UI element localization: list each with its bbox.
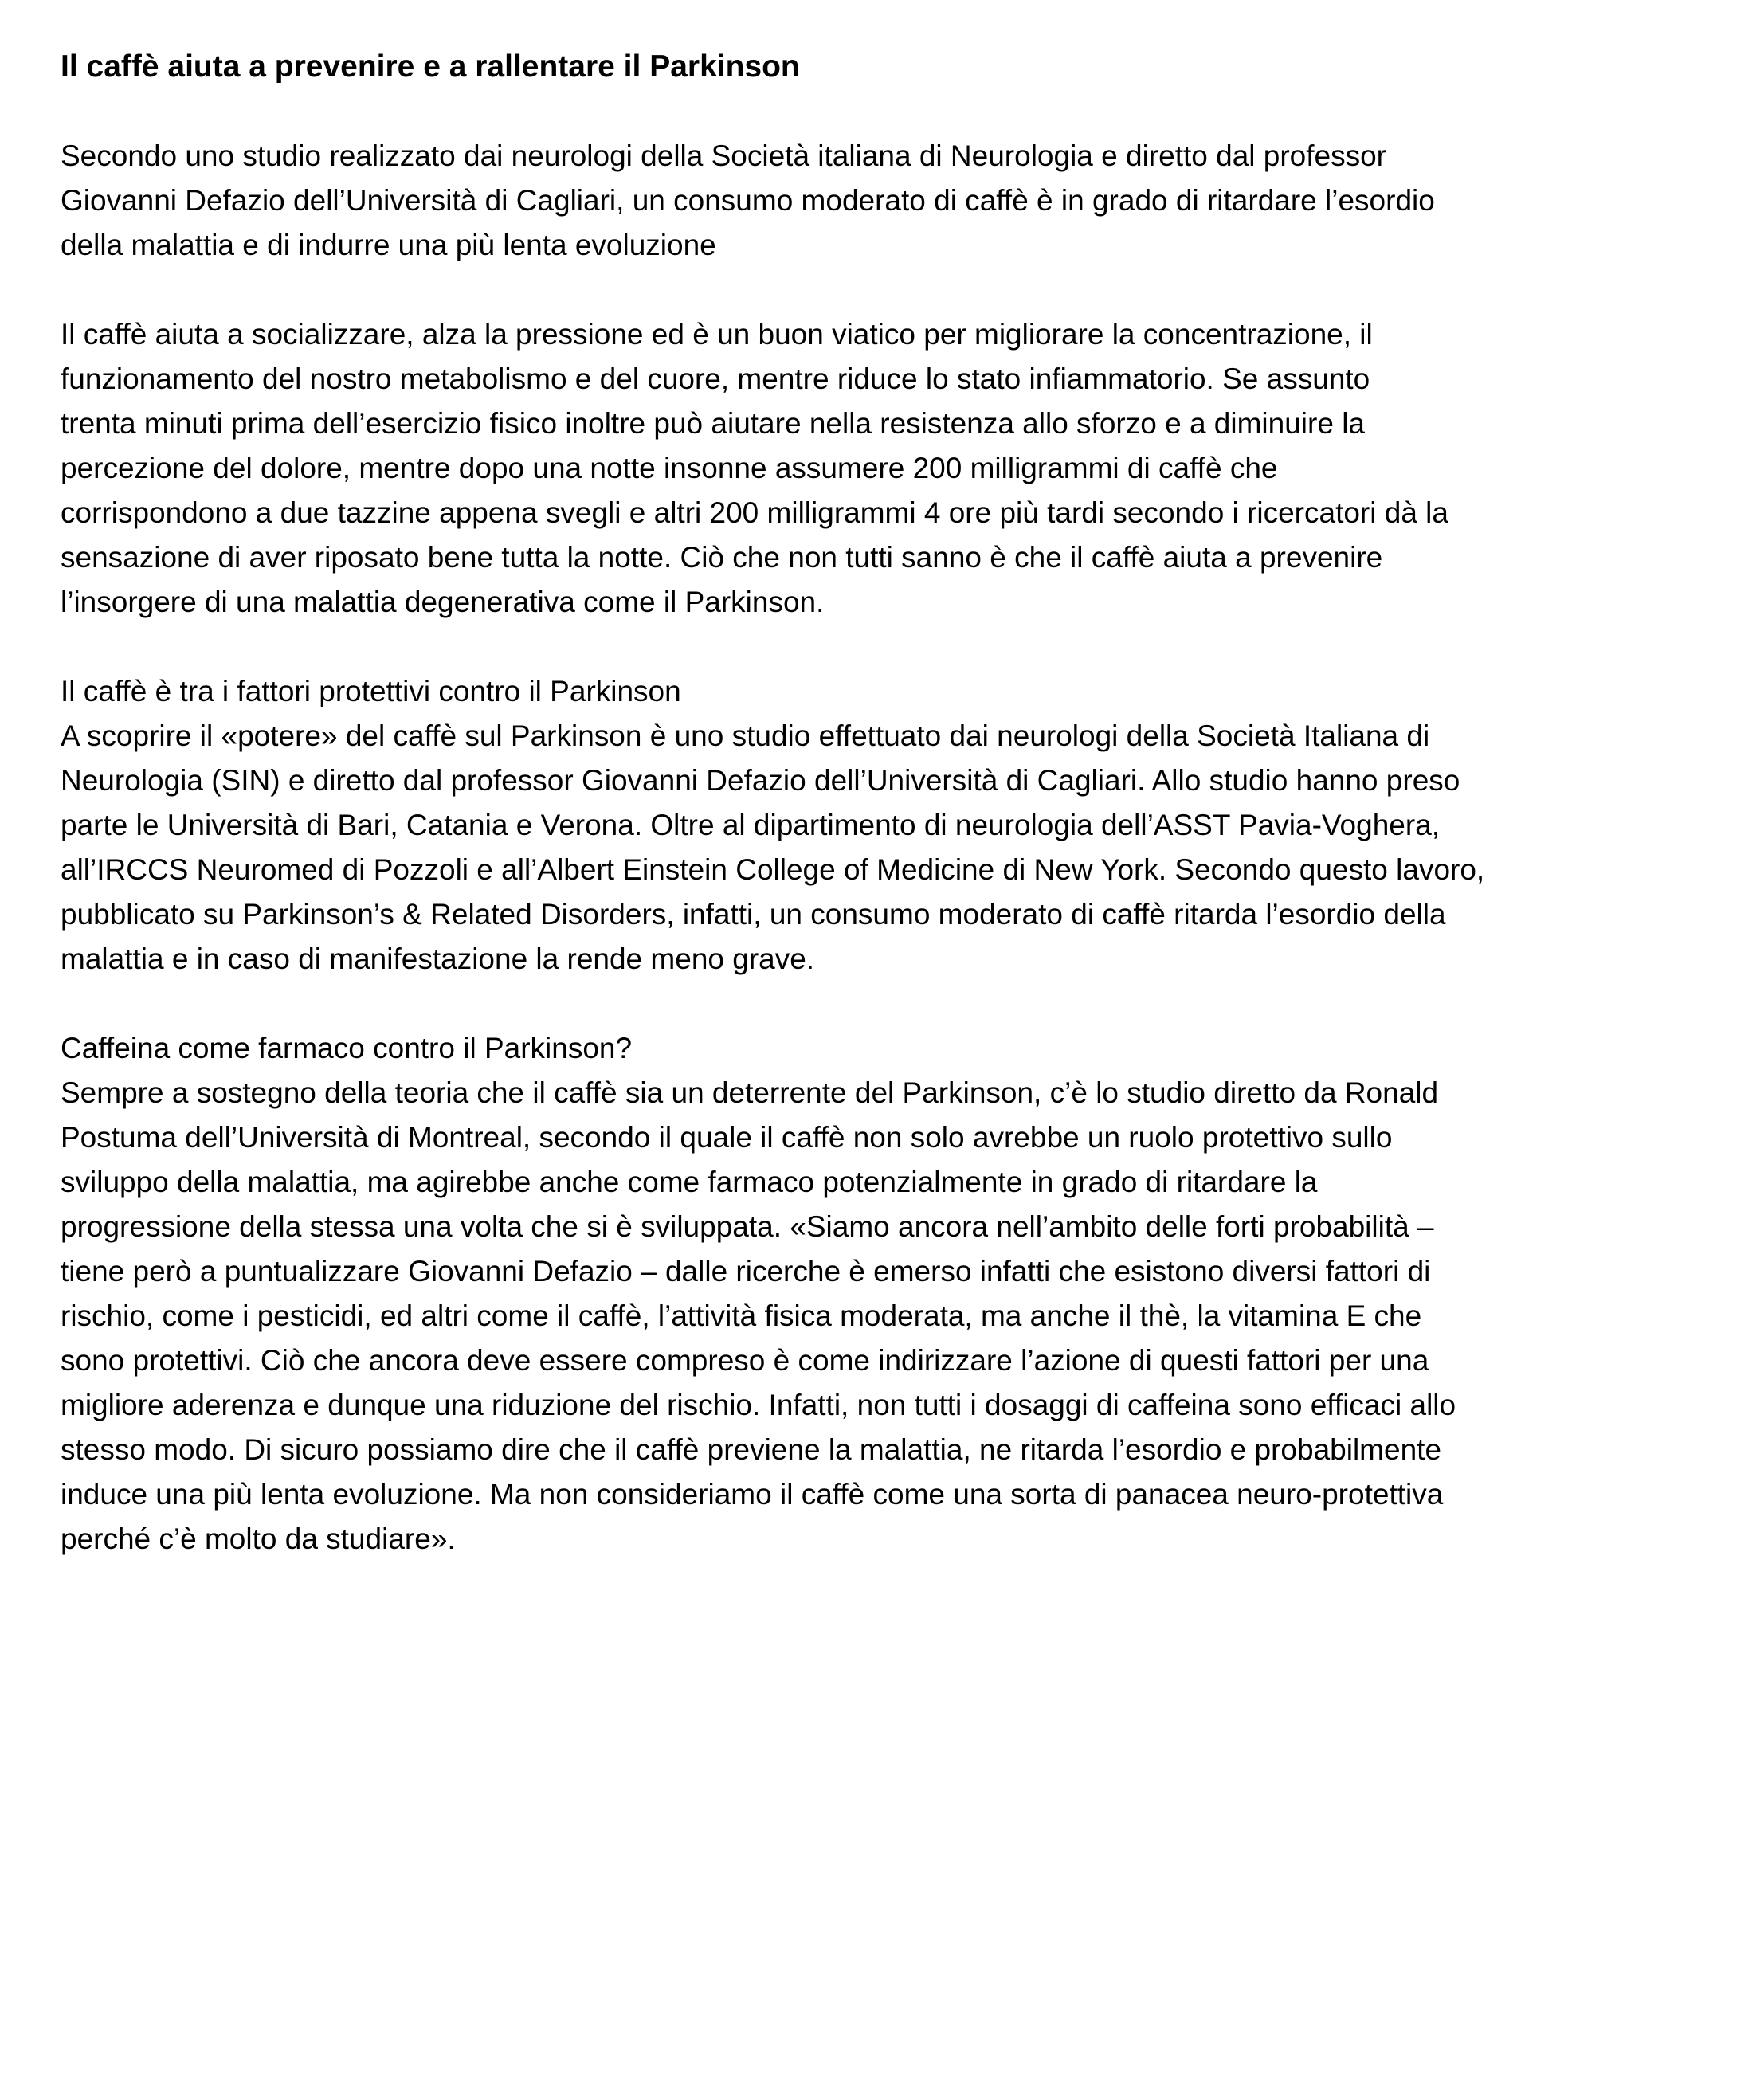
paragraph-4 xyxy=(61,1026,1718,1562)
paragraph-line: percezione del dolore, mentre dopo una notte insonne assumere 200 milligrammi di caffè che xyxy=(61,452,1278,484)
paragraph-line: all’IRCCS Neuromed di Pozzoli e all’Albert Einstein College of Medicine di New York. Secondo questo lavoro, xyxy=(61,853,1485,886)
paragraph-line: pubblicato su Parkinson’s & Related Disorders, infatti, un consumo moderato di caffè ritarda l’esordio della xyxy=(61,898,1446,931)
paragraph-line: rischio, come i pesticidi, ed altri come il caffè, l’attività fisica moderata, ma anche il thè, la vitamina E che xyxy=(61,1299,1422,1332)
paragraph-line: Secondo uno studio realizzato dai neurologi della Società italiana di Neurologia e diretto dal professor xyxy=(61,139,1387,172)
paragraph-gap xyxy=(61,89,1718,134)
paragraph-line: parte le Università di Bari, Catania e Verona. Oltre al dipartimento di neurologia dell’ASST Pavia-Voghera, xyxy=(61,809,1441,841)
paragraph-line: induce una più lenta evoluzione. Ma non consideriamo il caffè come una sorta di panacea neuro-protettiva xyxy=(61,1478,1444,1511)
paragraph-2 xyxy=(61,312,1718,625)
paragraph-line: della malattia e di indurre una più lenta evoluzione xyxy=(61,229,716,261)
paragraph-line: migliore aderenza e dunque una riduzione del rischio. Infatti, non tutti i dosaggi di caffeina sono efficaci allo xyxy=(61,1389,1456,1421)
section-subheading: Il caffè è tra i fattori protettivi contro il Parkinson xyxy=(61,675,681,707)
paragraph-1 xyxy=(61,134,1718,268)
paragraph-line: Sempre a sostegno della teoria che il caffè sia un deterrente del Parkinson, c’è lo studio diretto da Ronald xyxy=(61,1076,1439,1109)
paragraph-gap xyxy=(61,982,1718,1026)
paragraph-line: malattia e in caso di manifestazione la rende meno grave. xyxy=(61,943,815,975)
paragraph-line: sviluppo della malattia, ma agirebbe anche come farmaco potenzialmente in grado di ritardare la xyxy=(61,1166,1318,1198)
paragraph-line: Postuma dell’Università di Montreal, secondo il quale il caffè non solo avrebbe un ruolo protettivo sullo xyxy=(61,1121,1393,1154)
paragraph-gap xyxy=(61,625,1718,669)
paragraph-gap xyxy=(61,268,1718,312)
document-page xyxy=(61,45,1718,1562)
document-title: Il caffè aiuta a prevenire e a rallentare il Parkinson xyxy=(61,49,800,84)
paragraph-line: trenta minuti prima dell’esercizio fisico inoltre può aiutare nella resistenza allo sforzo e a diminuire la xyxy=(61,407,1365,440)
paragraph-line: progressione della stessa una volta che si è sviluppata. «Siamo ancora nell’ambito delle forti probabilità – xyxy=(61,1210,1434,1243)
paragraph-line: funzionamento del nostro metabolismo e del cuore, mentre riduce lo stato infiammatorio. Se assunto xyxy=(61,363,1370,395)
paragraph-line: Neurologia (SIN) e diretto dal professor Giovanni Defazio dell’Università di Cagliari. Allo studio hanno preso xyxy=(61,764,1460,797)
paragraph-line: sono protettivi. Ciò che ancora deve essere compreso è come indirizzare l’azione di questi fattori per una xyxy=(61,1344,1429,1377)
paragraph-line: stesso modo. Di sicuro possiamo dire che il caffè previene la malattia, ne ritarda l’esordio e probabilmente xyxy=(61,1433,1442,1466)
paragraph-3 xyxy=(61,669,1718,982)
section-subheading: Caffeina come farmaco contro il Parkinson? xyxy=(61,1032,633,1064)
paragraph-line: corrispondono a due tazzine appena svegli e altri 200 milligrammi 4 ore più tardi secondo i ricercatori dà la xyxy=(61,496,1448,529)
paragraph-line: A scoprire il «potere» del caffè sul Parkinson è uno studio effettuato dai neurologi della Società Italiana di xyxy=(61,719,1430,752)
paragraph-line: perché c’è molto da studiare». xyxy=(61,1523,456,1555)
paragraph-line: sensazione di aver riposato bene tutta la notte. Ciò che non tutti sanno è che il caffè aiuta a prevenire xyxy=(61,541,1383,574)
paragraph-line: Giovanni Defazio dell’Università di Cagliari, un consumo moderato di caffè è in grado di ritardare l’esordio xyxy=(61,184,1435,217)
paragraph-line: l’insorgere di una malattia degenerativa come il Parkinson. xyxy=(61,586,825,618)
paragraph-line: Il caffè aiuta a socializzare, alza la pressione ed è un buon viatico per migliorare la concentrazione, il xyxy=(61,318,1373,351)
paragraph-line: tiene però a puntualizzare Giovanni Defazio – dalle ricerche è emerso infatti che esistono diversi fattori di xyxy=(61,1255,1431,1288)
